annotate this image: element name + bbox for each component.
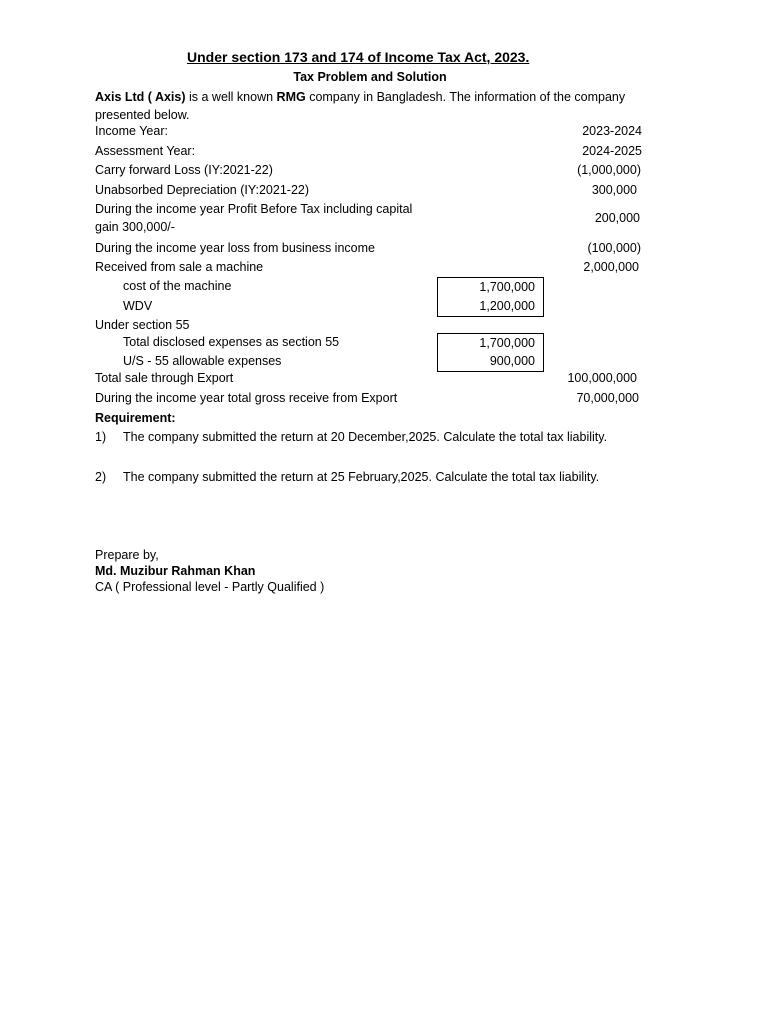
income-year-value: 2023-2024 (582, 124, 642, 138)
unabsorbed-depreciation-label: Unabsorbed Depreciation (IY:2021-22) (95, 183, 310, 197)
author-credential: CA ( Professional level - Partly Qualified ) (95, 580, 325, 594)
section55-total-label: Total disclosed expenses as section 55 (123, 335, 340, 349)
income-year-label: Income Year: (95, 124, 168, 138)
page-subtitle: Tax Problem and Solution (293, 70, 447, 84)
intro-text-1: is a well known (185, 90, 277, 104)
profit-before-tax-label-line2: gain 300,000/- (95, 220, 175, 234)
machine-sale-label: Received from sale a machine (95, 260, 264, 274)
requirement-1-number: 1) (95, 430, 107, 444)
section55-box (437, 333, 544, 372)
machine-wdv-label: WDV (123, 299, 153, 313)
carry-forward-loss-label: Carry forward Loss (IY:2021-22) (95, 163, 273, 177)
profit-before-tax-label-line1: During the income year Profit Before Tax including capital (95, 202, 413, 216)
company-name: Axis Ltd ( Axis) (95, 90, 186, 104)
business-loss-value: (100,000) (587, 241, 641, 255)
section55-heading: Under section 55 (95, 318, 190, 332)
export-sales-label: Total sale through Export (95, 371, 234, 385)
carry-forward-loss-value: (1,000,000) (577, 163, 641, 177)
machine-wdv-value: 1,200,000 (479, 299, 535, 313)
requirement-2-text: The company submitted the return at 25 February,2025. Calculate the total tax liability. (123, 470, 600, 484)
author-name: Md. Muzibur Rahman Khan (95, 564, 256, 578)
export-receipts-value: 70,000,000 (576, 391, 639, 405)
profit-before-tax-value: 200,000 (594, 211, 640, 225)
prepared-by-label: Prepare by, (95, 548, 159, 562)
machine-cost-value: 1,700,000 (479, 280, 535, 294)
machine-sale-value: 2,000,000 (583, 260, 639, 274)
intro-text-2: company in Bangladesh. The information of the company presented below. (95, 90, 626, 122)
machine-details-box (437, 277, 544, 317)
intro-paragraph (95, 88, 655, 124)
section55-total-value: 1,700,000 (479, 336, 535, 350)
company-sector: RMG (276, 90, 306, 104)
export-receipts-label: During the income year total gross receive from Export (95, 391, 398, 405)
page-title: Under section 173 and 174 of Income Tax Act, 2023. (187, 49, 530, 65)
assessment-year-label: Assessment Year: (95, 144, 196, 158)
assessment-year-value: 2024-2025 (582, 144, 642, 158)
requirement-1-text: The company submitted the return at 20 December,2025. Calculate the total tax liability. (123, 430, 608, 444)
requirement-2-number: 2) (95, 470, 107, 484)
business-loss-label: During the income year loss from business income (95, 241, 375, 255)
machine-cost-label: cost of the machine (123, 279, 232, 293)
unabsorbed-depreciation-value: 300,000 (591, 183, 637, 197)
export-sales-value: 100,000,000 (567, 371, 637, 385)
section55-allowable-label: U/S - 55 allowable expenses (123, 354, 282, 368)
requirement-heading: Requirement: (95, 411, 176, 425)
section55-allowable-value: 900,000 (489, 354, 535, 368)
